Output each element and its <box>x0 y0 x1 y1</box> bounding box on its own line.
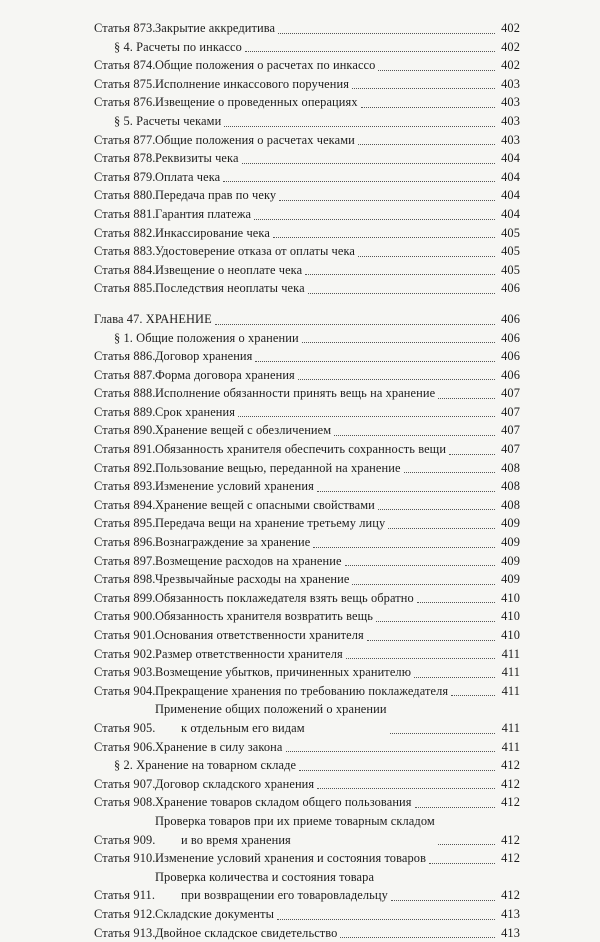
page-number: 409 <box>498 570 520 589</box>
article-number: Статья 911. <box>94 886 155 905</box>
page-number: 410 <box>498 589 520 608</box>
toc-entry <box>94 131 520 150</box>
page-number: 403 <box>498 93 520 112</box>
dot-leader <box>317 788 495 789</box>
toc-entry <box>94 205 520 224</box>
entry-title: Проверка количества и состояния товара <box>155 868 388 887</box>
toc-entry <box>94 421 520 440</box>
dot-leader <box>361 107 495 108</box>
page-number: 406 <box>498 366 520 385</box>
article-number: Статья 892. <box>94 459 155 478</box>
dot-leader <box>308 293 495 294</box>
article-number: Статья 874. <box>94 56 155 75</box>
entry-title: Передача прав по чеку <box>155 186 276 205</box>
entry-title: Хранение вещей с обезличением <box>155 421 331 440</box>
dot-leader <box>313 547 495 548</box>
article-number: Статья 884. <box>94 261 155 280</box>
entry-title: Исполнение обязанности принять вещь на хранение <box>155 384 435 403</box>
page-number: 404 <box>498 205 520 224</box>
toc-entry <box>94 242 520 261</box>
entry-title: Складские документы <box>155 905 274 924</box>
entry-title: Общие положения о расчетах чеками <box>155 131 355 150</box>
page-number: 412 <box>498 886 520 905</box>
entry-title: Изменение условий хранения и состояния товаров <box>155 849 426 868</box>
page-number: 410 <box>498 607 520 626</box>
article-number: Статья 913. <box>94 924 155 942</box>
article-number: Статья 876. <box>94 93 155 112</box>
entry-title: Срок хранения <box>155 403 235 422</box>
toc-entry <box>94 75 520 94</box>
toc-entry <box>94 384 520 403</box>
toc-entry <box>94 626 520 645</box>
page-number: 411 <box>498 682 520 701</box>
dot-leader <box>391 900 495 901</box>
entry-title: Извещение о проведенных операциях <box>155 93 358 112</box>
dot-leader <box>215 324 495 325</box>
toc-entry <box>94 589 520 608</box>
toc-entry <box>94 347 520 366</box>
entry-title: Реквизиты чека <box>155 149 239 168</box>
dot-leader <box>305 274 495 275</box>
section-heading <box>94 38 520 57</box>
dot-leader <box>438 398 495 399</box>
page-number: 407 <box>498 421 520 440</box>
entry-title: Проверка товаров при их приеме товарным складом <box>155 812 435 831</box>
dot-leader <box>299 770 495 771</box>
page-number: 404 <box>498 149 520 168</box>
page-number: 406 <box>498 279 520 298</box>
dot-leader <box>286 751 496 752</box>
toc-entry <box>94 477 520 496</box>
page-number: 411 <box>498 663 520 682</box>
article-number: Статья 886. <box>94 347 155 366</box>
page-number: 403 <box>498 131 520 150</box>
article-number: Статья 887. <box>94 366 155 385</box>
page-number: 402 <box>498 38 520 57</box>
dot-leader <box>358 256 495 257</box>
article-number: Статья 881. <box>94 205 155 224</box>
page-number: 407 <box>498 440 520 459</box>
entry-title: Возмещение расходов на хранение <box>155 552 342 571</box>
entry-title: Хранение в силу закона <box>155 738 283 757</box>
toc-entry <box>94 93 520 112</box>
entry-title: Инкассирование чека <box>155 224 270 243</box>
article-number: Статья 893. <box>94 477 155 496</box>
dot-leader <box>254 219 495 220</box>
dot-leader <box>317 491 495 492</box>
entry-title: § 1. Общие положения о хранении <box>114 329 299 348</box>
dot-leader <box>238 416 495 417</box>
toc-entry <box>94 224 520 243</box>
toc-entry <box>94 366 520 385</box>
dot-leader <box>378 509 495 510</box>
dot-leader <box>367 640 495 641</box>
toc-entry <box>94 459 520 478</box>
dot-leader <box>345 565 495 566</box>
article-number: Статья 895. <box>94 514 155 533</box>
article-number: Статья 879. <box>94 168 155 187</box>
page-number: 403 <box>498 75 520 94</box>
entry-title: § 4. Расчеты по инкассо <box>114 38 242 57</box>
dot-leader <box>429 863 495 864</box>
toc-entry <box>94 924 520 942</box>
article-number: Статья 905. <box>94 719 155 738</box>
page-number: 408 <box>498 477 520 496</box>
article-number: Статья 904. <box>94 682 155 701</box>
page-number: 404 <box>498 168 520 187</box>
entry-title: Последствия неоплаты чека <box>155 279 305 298</box>
entry-title: Двойное складское свидетельство <box>155 924 337 942</box>
page-number: 406 <box>498 347 520 366</box>
page-number: 405 <box>498 261 520 280</box>
article-number: Статья 885. <box>94 279 155 298</box>
toc-entry <box>94 56 520 75</box>
dot-leader <box>302 342 495 343</box>
dot-leader <box>346 658 495 659</box>
dot-leader <box>390 733 495 734</box>
page-number: 403 <box>498 112 520 131</box>
dot-leader <box>245 51 495 52</box>
dot-leader <box>242 163 495 164</box>
page-number: 412 <box>498 775 520 794</box>
entry-title: § 5. Расчеты чеками <box>114 112 221 131</box>
entry-title: Форма договора хранения <box>155 366 295 385</box>
dot-leader <box>273 237 495 238</box>
toc-entry <box>94 738 520 757</box>
entry-title: Исполнение инкассового поручения <box>155 75 349 94</box>
dot-leader <box>334 435 495 436</box>
entry-title: § 2. Хранение на товарном складе <box>114 756 296 775</box>
entry-title: Возмещение убытков, причиненных хранителю <box>155 663 411 682</box>
article-number: Статья 903. <box>94 663 155 682</box>
article-number: Статья 902. <box>94 645 155 664</box>
page-number: 412 <box>498 756 520 775</box>
dot-leader <box>449 454 495 455</box>
page-number: 413 <box>498 905 520 924</box>
dot-leader <box>224 126 495 127</box>
toc-entry <box>94 514 520 533</box>
page-number: 407 <box>498 403 520 422</box>
page-number: 406 <box>498 310 520 329</box>
article-number: Статья 894. <box>94 496 155 515</box>
toc-entry <box>94 440 520 459</box>
toc-entry <box>94 645 520 664</box>
article-number: Статья 875. <box>94 75 155 94</box>
dot-leader <box>404 472 495 473</box>
dot-leader <box>352 584 495 585</box>
toc-entry <box>94 700 520 737</box>
entry-title: Общие положения о расчетах по инкассо <box>155 56 375 75</box>
toc-entry <box>94 168 520 187</box>
page-number: 402 <box>498 19 520 38</box>
entry-title: Изменение условий хранения <box>155 477 314 496</box>
toc-entry <box>94 793 520 812</box>
page-number: 408 <box>498 459 520 478</box>
entry-title: Обязанность хранителя обеспечить сохранность вещи <box>155 440 446 459</box>
article-number: Статья 912. <box>94 905 155 924</box>
entry-title: Оплата чека <box>155 168 220 187</box>
toc-entry <box>94 570 520 589</box>
toc-entry <box>94 496 520 515</box>
toc-entry <box>94 186 520 205</box>
article-number: Статья 897. <box>94 552 155 571</box>
page-number: 409 <box>498 533 520 552</box>
entry-title: Обязанность хранителя возвратить вещь <box>155 607 373 626</box>
dot-leader <box>277 919 495 920</box>
entry-title: Основания ответственности хранителя <box>155 626 364 645</box>
page-number: 411 <box>498 738 520 757</box>
entry-title: Пользование вещью, переданной на хранение <box>155 459 401 478</box>
page-number: 409 <box>498 552 520 571</box>
article-number: Статья 901. <box>94 626 155 645</box>
entry-title: Удостоверение отказа от оплаты чека <box>155 242 355 261</box>
page-number: 412 <box>498 849 520 868</box>
article-number: Статья 909. <box>94 831 155 850</box>
section-heading <box>94 112 520 131</box>
page-number: 407 <box>498 384 520 403</box>
toc-entry <box>94 663 520 682</box>
article-number: Статья 906. <box>94 738 155 757</box>
dot-leader <box>438 844 495 845</box>
page-number: 406 <box>498 329 520 348</box>
dot-leader <box>376 621 495 622</box>
entry-title: Гарантия платежа <box>155 205 251 224</box>
page-number: 409 <box>498 514 520 533</box>
page-number: 405 <box>498 242 520 261</box>
article-number: Статья 907. <box>94 775 155 794</box>
entry-title: Прекращение хранения по требованию поклажедателя <box>155 682 448 701</box>
entry-title: Договор складского хранения <box>155 775 314 794</box>
dot-leader <box>223 181 495 182</box>
chapter-heading <box>94 310 520 329</box>
article-number: Статья 888. <box>94 384 155 403</box>
dot-leader <box>415 807 495 808</box>
page-number: 412 <box>498 831 520 850</box>
article-number: Статья 877. <box>94 131 155 150</box>
toc-entry <box>94 682 520 701</box>
entry-title: Чрезвычайные расходы на хранение <box>155 570 349 589</box>
article-number: Статья 898. <box>94 570 155 589</box>
dot-leader <box>451 695 495 696</box>
dot-leader <box>414 677 495 678</box>
dot-leader <box>358 144 495 145</box>
entry-title: Закрытие аккредитива <box>155 19 275 38</box>
dot-leader <box>352 88 495 89</box>
toc-entry <box>94 905 520 924</box>
toc-entry <box>94 403 520 422</box>
toc-entry <box>94 533 520 552</box>
article-number: Статья 910. <box>94 849 155 868</box>
article-number: Статья 883. <box>94 242 155 261</box>
page-number: 411 <box>498 645 520 664</box>
page-number: 408 <box>498 496 520 515</box>
article-number: Статья 890. <box>94 421 155 440</box>
entry-title: Применение общих положений о хранении <box>155 700 387 719</box>
dot-leader <box>255 361 495 362</box>
article-number: Статья 896. <box>94 533 155 552</box>
toc-entry <box>94 775 520 794</box>
entry-title: Хранение товаров складом общего пользования <box>155 793 412 812</box>
page-number: 413 <box>498 924 520 942</box>
entry-title: Извещение о неоплате чека <box>155 261 302 280</box>
dot-leader <box>298 379 495 380</box>
dot-leader <box>417 602 495 603</box>
toc-entry <box>94 812 520 849</box>
toc-entry <box>94 149 520 168</box>
entry-title: Размер ответственности хранителя <box>155 645 343 664</box>
toc-entry <box>94 19 520 38</box>
entry-title: Вознаграждение за хранение <box>155 533 310 552</box>
article-number: Статья 891. <box>94 440 155 459</box>
page-number: 412 <box>498 793 520 812</box>
section-heading <box>94 329 520 348</box>
dot-leader <box>378 70 495 71</box>
entry-title: Обязанность поклажедателя взять вещь обратно <box>155 589 414 608</box>
page-number: 410 <box>498 626 520 645</box>
entry-title-continuation: к отдельным его видам <box>155 719 387 738</box>
article-number: Статья 908. <box>94 793 155 812</box>
entry-title: Передача вещи на хранение третьему лицу <box>155 514 385 533</box>
entry-title: Хранение вещей с опасными свойствами <box>155 496 375 515</box>
page-number: 404 <box>498 186 520 205</box>
toc-entry <box>94 868 520 905</box>
article-number: Статья 880. <box>94 186 155 205</box>
toc-entry <box>94 261 520 280</box>
article-number: Статья 899. <box>94 589 155 608</box>
article-number: Статья 882. <box>94 224 155 243</box>
section-heading <box>94 756 520 775</box>
page-number: 405 <box>498 224 520 243</box>
entry-title-continuation: и во время хранения <box>155 831 435 850</box>
toc-entry <box>94 607 520 626</box>
dot-leader <box>278 33 495 34</box>
table-of-contents <box>94 19 520 942</box>
toc-entry <box>94 552 520 571</box>
article-number: Статья 878. <box>94 149 155 168</box>
toc-entry <box>94 849 520 868</box>
entry-title-continuation: при возвращении его товаровладельцу <box>155 886 388 905</box>
dot-leader <box>340 937 495 938</box>
entry-title: Договор хранения <box>155 347 252 366</box>
article-number: Статья 900. <box>94 607 155 626</box>
article-number: Статья 889. <box>94 403 155 422</box>
entry-title: Глава 47. ХРАНЕНИЕ <box>94 310 212 329</box>
dot-leader <box>279 200 495 201</box>
article-number: Статья 873. <box>94 19 155 38</box>
dot-leader <box>388 528 495 529</box>
page-number: 411 <box>498 719 520 738</box>
page-number: 402 <box>498 56 520 75</box>
toc-entry <box>94 279 520 298</box>
